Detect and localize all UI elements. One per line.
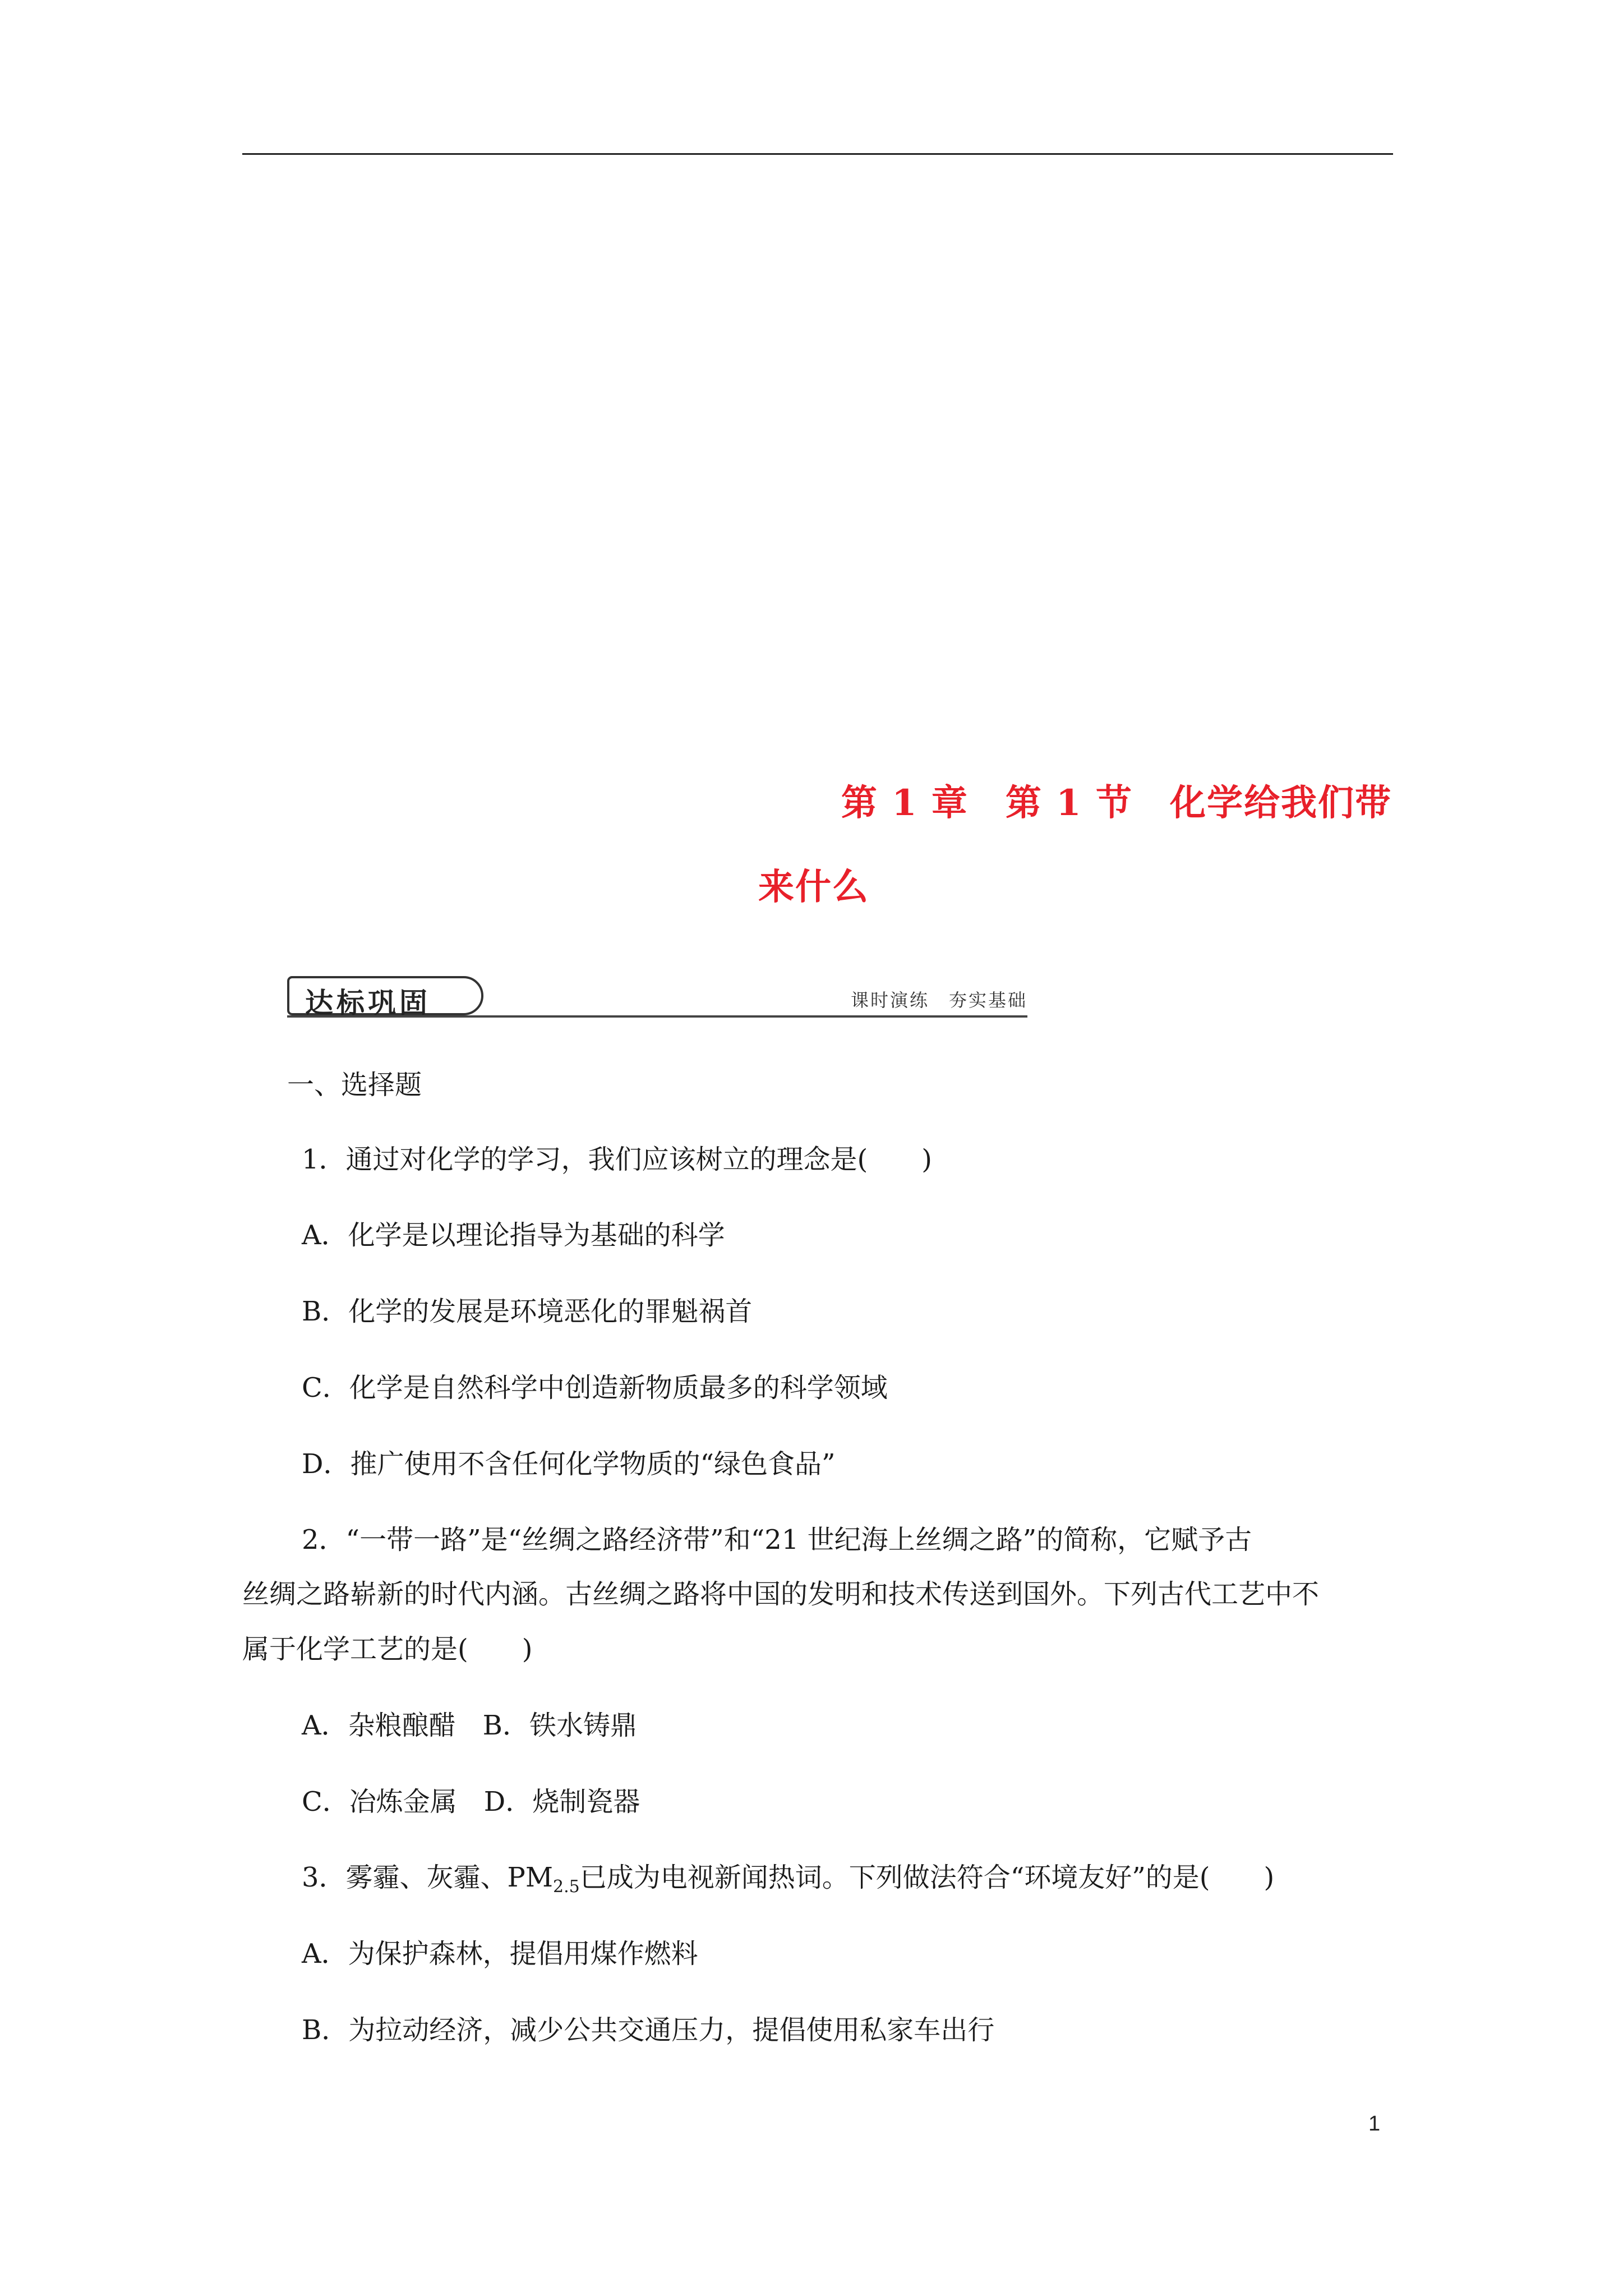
option-text: A．化学是以理论指导为基础的科学 [302,1220,725,1251]
question-stem: 丝绸之路崭新的时代内涵。古丝绸之路将中国的发明和技术传送到国外。下列古代工艺中不 [242,1579,1320,1610]
header-rule [242,153,1393,155]
option-text: A．为保护森林，提倡用煤作燃料 [302,1938,698,1970]
banner-subtitle: 课时演练 夯实基础 [850,990,1027,1011]
page-number: 1 [1368,2112,1381,2136]
stem-text: 3．雾霾、灰霾、PM [302,1862,553,1893]
question-stem: 2．“一带一路”是“丝绸之路经济带”和“21 世纪海上丝绸之路”的简称，它赋予古 [302,1524,1252,1556]
question-stem [302,1861,1274,1904]
banner-tab-label: 达标巩固 [305,987,431,1019]
stem-text: 已成为电视新闻热词。下列做法符合“环境友好”的是( ) [579,1862,1275,1893]
question-stem: 属于化学工艺的是( ) [242,1634,533,1665]
option-text: B．化学的发展是环境恶化的罪魁祸首 [302,1296,753,1327]
section-heading: 一、选择题 [287,1069,422,1101]
chapter-title: 第 1 章 第 1 节 化学给我们带 [841,782,1392,824]
question-stem: 1．通过对化学的学习，我们应该树立的理念是( ) [302,1144,932,1175]
option-text: D．推广使用不含任何化学物质的“绿色食品” [302,1448,836,1480]
option-text: B．为拉动经济，减少公共交通压力，提倡使用私家车出行 [302,2014,995,2046]
section-banner [287,976,1027,1021]
option-text: C．冶炼金属 D．烧制瓷器 [302,1786,640,1818]
subscript: 2.5 [553,1877,580,1897]
chapter-title-continued: 来什么 [758,866,869,908]
option-text: A．杂粮酿醋 B．铁水铸鼎 [302,1710,637,1741]
option-text: C．化学是自然科学中创造新物质最多的科学领域 [302,1372,888,1404]
banner-tab [287,976,483,1019]
